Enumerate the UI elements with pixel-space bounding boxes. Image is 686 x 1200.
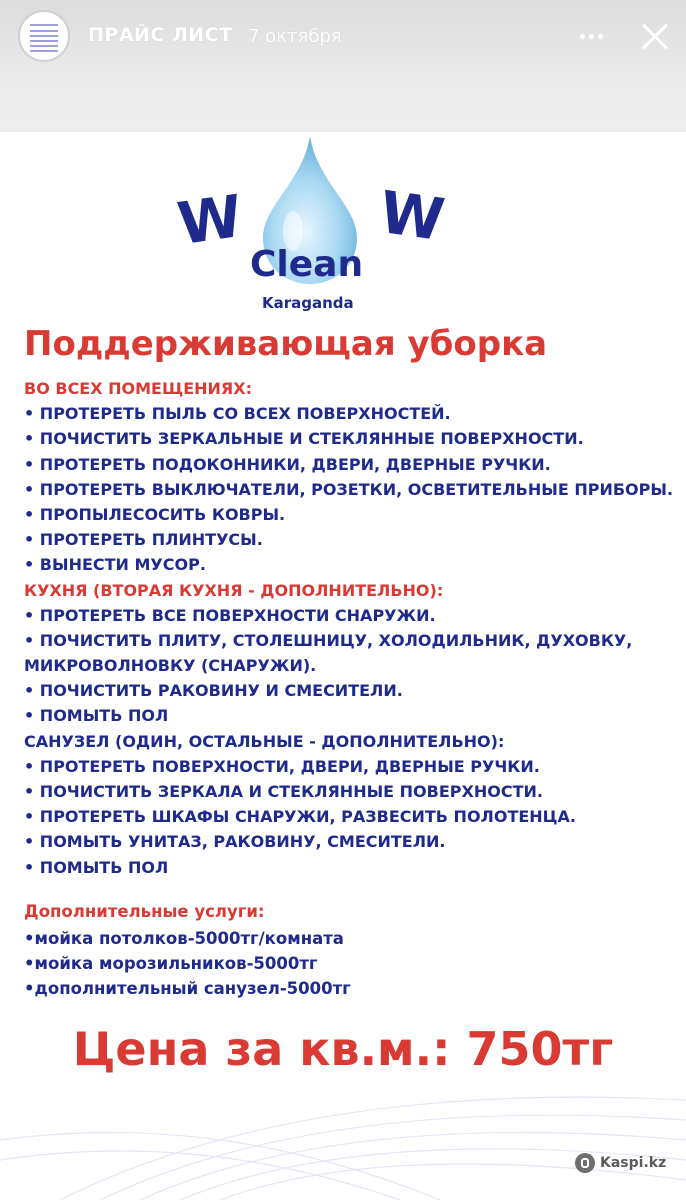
price-list-image: [0, 132, 686, 1200]
more-options-icon[interactable]: [574, 20, 610, 52]
profile-avatar[interactable]: [18, 10, 70, 62]
section-title: САНУЗЕЛ (ОДИН, ОСТАЛЬНЫЕ - ДОПОЛНИТЕЛЬНО):: [24, 731, 505, 751]
list-item: • ПОЧИСТИТЬ РАКОВИНУ И СМЕСИТЕЛИ.: [24, 681, 403, 701]
price-per-sqm: Цена за кв.м.: 750тг: [72, 1022, 614, 1076]
section-title: ВО ВСЕХ ПОМЕЩЕНИЯХ:: [24, 379, 252, 398]
watermark: [575, 1153, 666, 1173]
service-heading: Поддерживающая уборка: [24, 324, 548, 364]
list-item: • ПОМЫТЬ ПОЛ: [24, 857, 169, 877]
logo-city: Karaganda: [262, 294, 354, 312]
extras-item: •дополнительный санузел-5000тг: [24, 979, 351, 999]
close-icon[interactable]: [636, 18, 674, 56]
extras-item: •мойка морозильников-5000тг: [24, 954, 318, 974]
list-item: • ПРОТЕРЕТЬ ПЛИНТУСЫ.: [24, 530, 263, 550]
logo-letter-left: W: [173, 181, 247, 259]
list-item: • ПРОТЕРЕТЬ ВЫКЛЮЧАТЕЛИ, РОЗЕТКИ, ОСВЕТИТЕЛЬНЫЕ ПРИБОРЫ.: [24, 479, 674, 499]
list-item: • ПОЧИСТИТЬ ПЛИТУ, СТОЛЕШНИЦУ, ХОЛОДИЛЬНИК, ДУХОВКУ,: [24, 630, 633, 650]
list-item: • ВЫНЕСТИ МУСОР.: [24, 555, 206, 575]
extras-title: Дополнительные услуги:: [24, 902, 265, 921]
kaspi-logo-icon: [575, 1153, 595, 1173]
list-item: • ПОЧИСТИТЬ ЗЕРКАЛЬНЫЕ И СТЕКЛЯННЫЕ ПОВЕРХНОСТИ.: [24, 429, 584, 449]
watermark-text: Kaspi.kz: [600, 1155, 667, 1171]
logo-name: Clean: [250, 244, 364, 285]
section-title: КУХНЯ (ВТОРАЯ КУХНЯ - ДОПОЛНИТЕЛЬНО):: [24, 580, 444, 600]
list-item: МИКРОВОЛНОВКУ (СНАРУЖИ).: [24, 656, 317, 676]
list-item: • ПРОТЕРЕТЬ ПЫЛЬ СО ВСЕХ ПОВЕРХНОСТЕЙ.: [24, 404, 451, 424]
list-item: • ПОМЫТЬ ПОЛ: [24, 706, 169, 726]
extras-list: [24, 926, 351, 1002]
service-list: [24, 376, 674, 880]
list-item: • ПОМЫТЬ УНИТАЗ, РАКОВИНУ, СМЕСИТЕЛИ.: [24, 832, 446, 852]
story-date: 7 октября: [248, 26, 342, 47]
list-item: • ПРОТЕРЕТЬ ПОВЕРХНОСТИ, ДВЕРИ, ДВЕРНЫЕ РУЧКИ.: [24, 756, 540, 776]
list-item: • ПРОТЕРЕТЬ ШКАФЫ СНАРУЖИ, РАЗВЕСИТЬ ПОЛОТЕНЦА.: [24, 807, 576, 827]
story-title[interactable]: ПРАЙС ЛИСТ: [88, 24, 233, 46]
list-item: • ПОЧИСТИТЬ ЗЕРКАЛА И СТЕКЛЯННЫЕ ПОВЕРХНОСТИ.: [24, 782, 543, 801]
list-item: • ПРОПЫЛЕСОСИТЬ КОВРЫ.: [24, 504, 286, 524]
story-header: [0, 0, 686, 132]
list-item: • ПРОТЕРЕТЬ ПОДОКОННИКИ, ДВЕРИ, ДВЕРНЫЕ РУЧКИ.: [24, 454, 551, 474]
extras-item: •мойка потолков-5000тг/комната: [24, 929, 344, 948]
logo-letter-right: W: [375, 177, 449, 255]
list-item: • ПРОТЕРЕТЬ ВСЕ ПОВЕРХНОСТИ СНАРУЖИ.: [24, 605, 436, 625]
